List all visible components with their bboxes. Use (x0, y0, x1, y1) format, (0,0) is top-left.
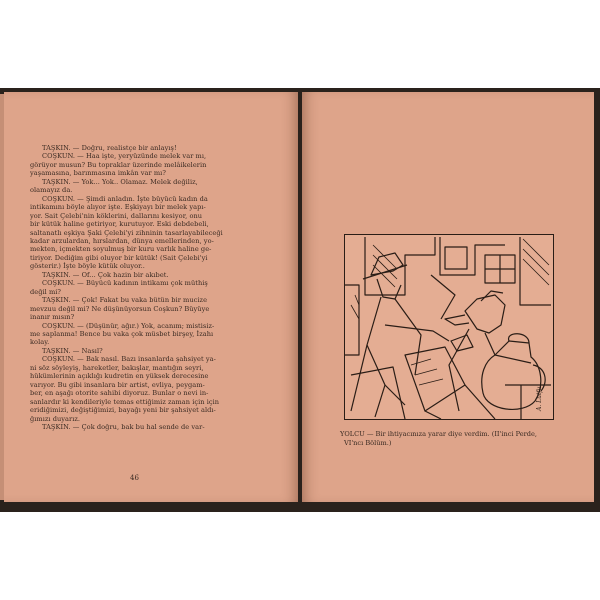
hatching (373, 245, 397, 287)
text-line: TAŞKIN. — Doğru, realistçe bir anlayış! (42, 144, 177, 152)
text-line: COŞKUN. — Bak nasıl. Bazı insanlarda şahsiyet ya- (42, 355, 216, 364)
left-page-text (30, 144, 260, 431)
text-line: inanır mısın? (30, 313, 75, 322)
right-page (302, 92, 594, 502)
hatching (351, 295, 359, 319)
text-line: hükümlerinin açıklığı kudretin en yüksek derecesine (30, 372, 209, 381)
text-line: COŞKUN. — Büyücü kadının intikamı çok müthiş (42, 279, 208, 288)
text-line: sanlardır ki kendileriyle temas ettiğimiz zaman için için (30, 397, 220, 406)
text-line: gösterir.) İşte böyle kütük oluyor.. (30, 262, 145, 271)
text-line: eridiğimizi, değiştiğimizi, bayağı yeni bir şahsiyet aldı- (30, 406, 216, 415)
text-line: tiriyor. Dediğim gibi oluyor bir kütük! (Sait Çelebi'yi (30, 253, 208, 262)
text-line: olamayız da. (30, 186, 73, 195)
text-line: ber, en aşağı otorite sahibi diyoruz. Bunlar o nevi in- (30, 389, 209, 398)
right-figure-head (465, 295, 505, 333)
open-book (0, 88, 600, 512)
text-line: COŞKUN. — Haa işte, yeryüzünde melek var mı, (42, 152, 207, 161)
text-line: intikamını böyle alıyor işte. Eşkiyayı bir melek yapı- (30, 203, 206, 212)
text-line: mevzuu değil mi? Ne düşünüyorsun Coşkun? Büyüye (30, 304, 210, 313)
text-line: TAŞKIN. — Yok... Yok.. Olamaz. Melek değiliz, (42, 177, 198, 186)
illustration-caption (340, 430, 572, 447)
text-line: TAŞKIN. — Nasıl? (42, 346, 103, 355)
text-line: TAŞKIN. — Of... Çok hazin bir akıbet. (42, 270, 169, 279)
text-line: mekten, içmekten soyulmuş bir kuru varlık haline ge- (30, 245, 212, 254)
text-line: TAŞKIN. — Çok! Fakat bu vaka bütün bir mucize (42, 296, 208, 305)
text-line: varıyor. Bu gibi insanlara bir artist, evliya, peygam- (30, 380, 205, 389)
text-line: kadar arzulardan, hırslardan, dünya emellerinden, yo- (30, 236, 214, 245)
text-line: ğımızı duyarız. (30, 414, 81, 423)
caption-line: YOLCU — Bir ihtiyacınıza yarar diye verdim. (II'inci Perde, (340, 430, 538, 438)
artist-signature: A. Lutfu (536, 386, 543, 411)
text-line: yor. Sait Çelebi'nin köklerini, dallarını kesiyor, onu (30, 211, 203, 220)
illustration (344, 234, 554, 420)
text-line: görüyor musun? Bu topraklar üzerinde melâikelerin (30, 160, 207, 169)
hatching (523, 239, 549, 285)
text-line: COŞKUN. — (Düşünür, ağır.) Yok, acanım; mistisiz- (42, 321, 215, 330)
text-line: saltanatlı eşkiya Şaki Çelebi'yi zihninin tasarlayabileceği (30, 228, 223, 237)
caption-line: VI'ncı Bölüm.) (344, 438, 392, 447)
text-line: TAŞKIN. — Çok doğru, bak bu hal sende de var- (42, 422, 205, 431)
text-line: COŞKUN. — Şimdi anladın. İşte büyücü kadın da (42, 194, 208, 203)
illustration-drawing (345, 235, 553, 419)
left-figure (377, 279, 401, 299)
text-line: kolay. (30, 338, 50, 347)
text-line: me saplanma! Bence bu vaka çok müsbet birşey, İzahı (30, 329, 214, 338)
text-line: değil mi? (30, 287, 62, 296)
text-line: yaşamasına, barınmasına imkân var mı? (30, 169, 166, 178)
left-page (4, 92, 298, 502)
text-line: bir kütük haline getiriyor, kurutuyor. Eski debdebeli, (30, 220, 209, 229)
page-number: 46 (130, 474, 139, 482)
text-line: ni söz söyleyiş, hareketler, bakışlar, mantığın seyri, (30, 363, 204, 372)
window (445, 247, 467, 269)
jug (482, 341, 541, 409)
